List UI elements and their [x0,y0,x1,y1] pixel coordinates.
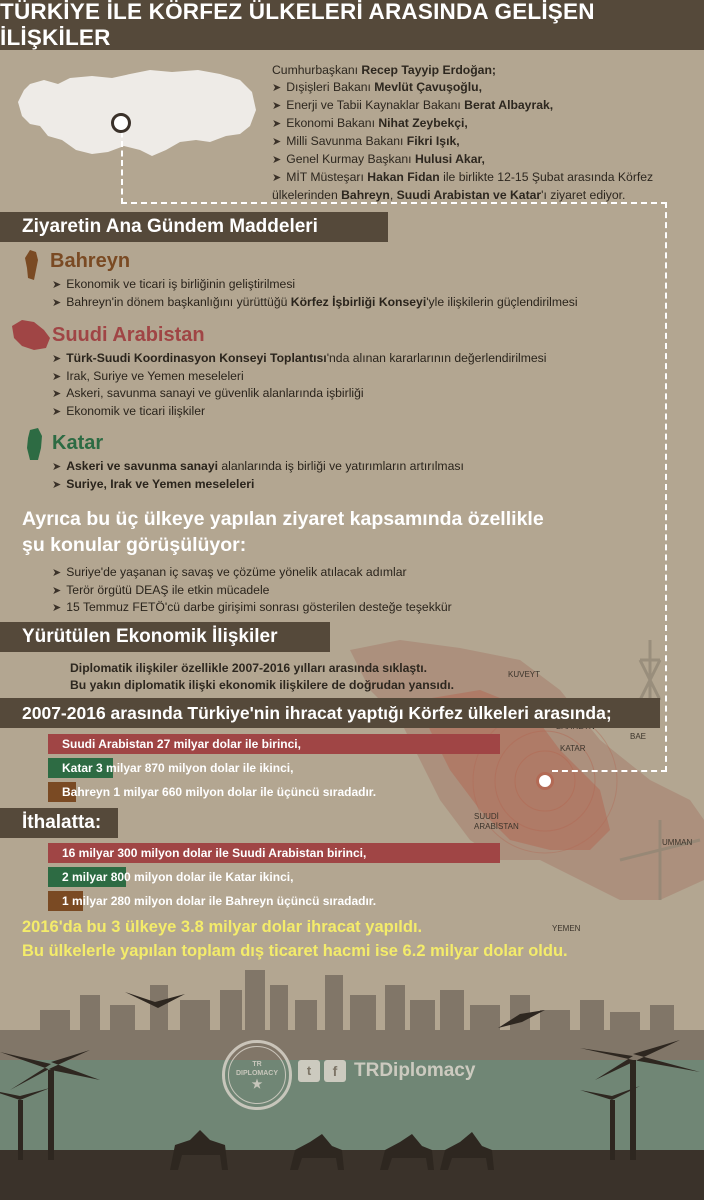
facebook-icon: f [324,1060,346,1082]
bar-row [48,891,376,911]
list-item: ➤ Ekonomik ve ticari ilişkiler [52,403,206,418]
agenda-heading: Ziyaretin Ana Gündem Maddeleri [22,216,318,237]
suudi-map-icon [8,318,52,352]
katar-map-icon [24,426,46,464]
twitter-icon: t [298,1060,320,1082]
imports-heading-band [0,808,118,838]
bar-row [48,843,366,863]
social-handle [298,1060,475,1082]
also-heading: Ayrıca bu üç ülkeye yapılan ziyaret kapsamında özellikle şu konular görüşülüyor: [22,508,544,556]
suudi-list [52,350,546,420]
bar-row [48,758,293,778]
intro-line: ➤ Dışişleri Bakanı Mevlüt Çavuşoğlu, [272,80,482,94]
intro-block [272,62,692,204]
list-item: ➤ Suriye'de yaşanan iç savaş ve çözüme yönelik atılacak adımlar [52,565,407,579]
country-title-suudi: Suudi Arabistan [52,324,205,346]
bahreyn-list [52,276,578,311]
list-item: ➤ Bahreyn'in dönem başkanlığını yürüttüğü Körfez İşbirliği Konseyi'yle ilişkilerin güçlendirilmesi [52,294,578,309]
connector-line [665,202,667,772]
handle-text: TRDiplomacy [354,1060,476,1081]
star-icon: ★ [251,1077,263,1091]
bahreyn-map-icon [22,248,44,282]
list-item: ➤ Irak, Suriye ve Yemen meseleleri [52,368,244,383]
country-title-bahreyn: Bahreyn [50,250,131,272]
list-item: ➤ Askeri, savunma sanayi ve güvenlik alanlarında işbirliği [52,386,364,400]
seal-text: TR DIPLOMACY [236,1061,278,1077]
bar-row [48,734,301,754]
location-marker [536,772,554,790]
map-label-kuveyt: KUVEYT [508,670,541,679]
intro-line: ➤ Enerji ve Tabii Kaynaklar Bakanı Berat Albayrak, [272,98,554,112]
turkey-map [18,70,256,156]
map-label-umman: UMMAN [662,838,693,847]
list-item: ➤ Türk-Suudi Koordinasyon Konseyi Toplantısı'nda alınan kararlarının değerlendirilmesi [52,351,547,365]
intro-line: ➤ MİT Müsteşarı Hakan Fidan ile birlikte 12-15 Şubat arasında Körfez [272,170,654,184]
bar-label: 16 milyar 300 milyon dolar ile Suudi Arabistan birinci, [62,846,367,860]
bar-label: Bahreyn 1 milyar 660 milyon dolar ile üçüncü sıradadır. [62,785,377,799]
katar-list [52,458,464,493]
connector-line [121,122,123,204]
bar-label: 2 milyar 800 milyon dolar ile Katar ikinci, [62,870,294,884]
list-item: ➤ 15 Temmuz FETÖ'cü darbe girişimi sonrası gösterilen desteğe teşekkür [52,600,452,614]
city-skyline [0,970,704,1070]
bar-row [48,867,293,887]
intro-line: ➤ Milli Savunma Bakanı Fikri Işık, [272,134,460,148]
bar-label: 1 milyar 280 milyon dolar ile Bahreyn üçüncü sıradadır. [62,894,377,908]
summary-line-1: 2016'da bu 3 ülkeye 3.8 milyar dolar ihracat yapıldı. [22,918,423,936]
intro-line: ülkelerinden Bahreyn, Suudi Arabistan ve Katar'ı ziyaret ediyor. [272,188,626,202]
country-title-katar: Katar [52,432,104,454]
list-item: ➤ Askeri ve savunma sanayi alanlarında iş birliği ve yatırımların artırılması [52,459,464,473]
bar-label: Suudi Arabistan 27 milyar dolar ile birinci, [62,737,301,751]
location-marker [111,113,131,133]
bar-row [48,782,376,802]
summary-line-2: Bu ülkelerle yapılan toplam dış ticaret hacmi ise 6.2 milyar dolar oldu. [22,942,568,960]
also-list [52,564,452,617]
page-title: TÜRKİYE İLE KÖRFEZ ÜLKELERİ ARASINDA GELİŞEN İLİŞKİLER [0,0,595,50]
intro-line: Cumhurbaşkanı Recep Tayyip Erdoğan; [272,63,496,77]
economy-heading-band [0,622,330,652]
connector-line [552,770,667,772]
economy-heading: Yürütülen Ekonomik İlişkiler [22,626,278,647]
map-label-yemen: YEMEN [552,924,581,933]
map-label-suudi: SUUDİ ARABİSTAN [474,812,519,831]
ground [0,1150,704,1200]
agenda-heading-band [0,212,388,242]
list-item: ➤ Suriye, Irak ve Yemen meseleleri [52,476,255,491]
brand-seal [222,1040,292,1110]
bar-label: Katar 3 milyar 870 milyon dolar ile ikinci, [62,761,294,775]
list-item: ➤ Ekonomik ve ticari iş birliğinin geliştirilmesi [52,277,296,291]
intro-line: ➤ Ekonomi Bakanı Nihat Zeybekçi, [272,116,468,130]
list-item: ➤ Terör örgütü DEAŞ ile etkin mücadele [52,582,270,597]
exports-heading: 2007-2016 arasında Türkiye'nin ihracat yaptığı Körfez ülkeleri arasında; [22,702,612,723]
imports-heading: İthalatta: [22,812,102,833]
map-label-katar: KATAR [560,744,586,753]
intro-line: ➤ Genel Kurmay Başkanı Hulusi Akar, [272,152,485,166]
map-label-bae: BAE [630,732,647,741]
exports-heading-band [0,698,660,728]
economy-text: Diplomatik ilişkiler özellikle 2007-2016 yılları arasında sıklaştı. Bu yakın diplomatik ilişki ekonomik ilişkilere de doğrudan yansıdı. [70,661,455,692]
